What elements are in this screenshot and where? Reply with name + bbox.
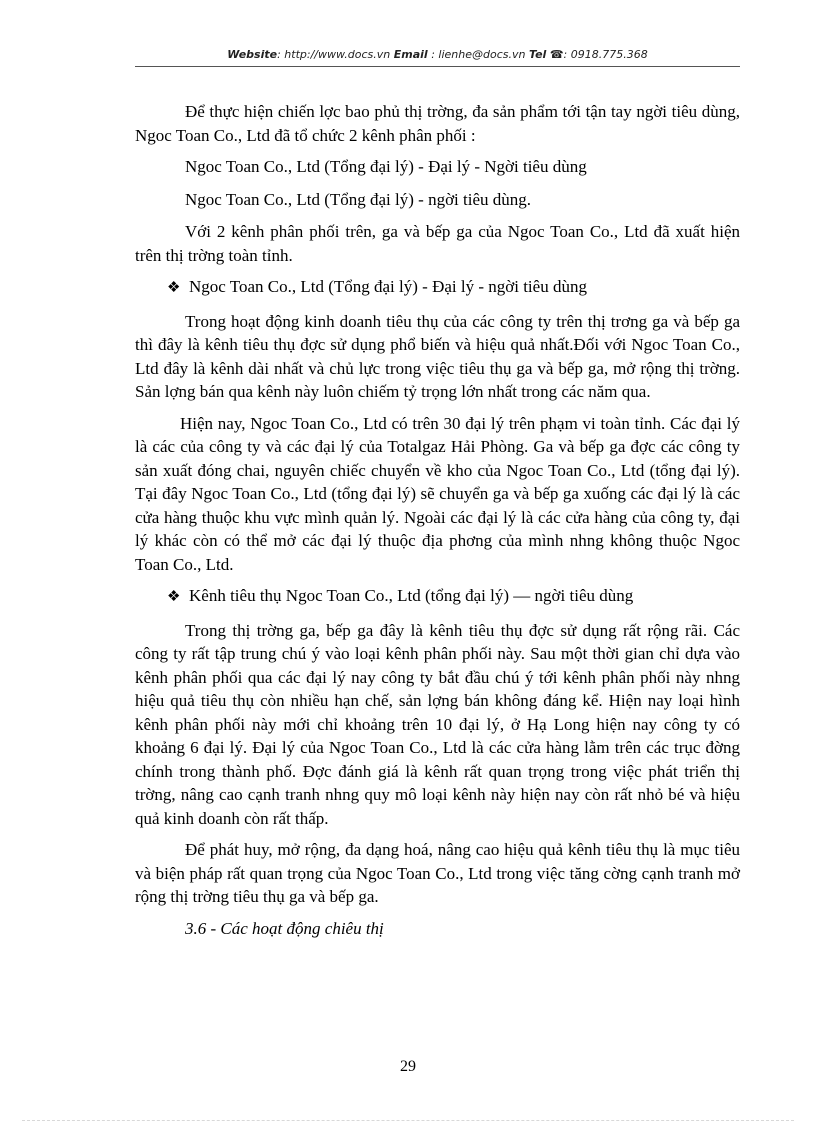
- paragraph-3: Trong hoạt động kinh doanh tiêu thụ của các công ty trên thị trơng ga và bếp ga thì đây là kênh tiêu thụ đợc sử dụng phổ biến và hiệu quả nhất.Đối với Ngoc Toan Co., Ltd đây là kênh dài nhất và chủ lực trong việc tiêu thụ ga và bếp ga, mở rộng thị trờng. Sản lợng bán qua kênh này luôn chiếm tỷ trọng lớn nhất trong các năm qua.: [135, 311, 740, 401]
- page-number: 29: [400, 1058, 416, 1075]
- paragraph-4: Hiện nay, Ngoc Toan Co., Ltd có trên 30 đại lý trên phạm vi toàn tỉnh. Các đại lý là các của công ty và các đại lý của Totalgaz Hải Phòng. Ga và bếp ga đợc các công ty sản xuất đóng chai, nguyên chiếc chuyển về kho của Ngoc Toan Co., Ltd (tổng đại lý). Tại đây Ngoc Toan Co., Ltd (tổng đại lý) sẽ chuyển ga và bếp ga xuống các đại lý là các cửa hàng thuộc khu vực mình quản lý. Ngoài các đại lý là các cửa hàng của công ty, đại lý khác còn có thể mở các đại lý thuộc địa phơng của mình nhng không thuộc Ngoc Toan Co., Ltd.: [135, 413, 740, 574]
- paragraph-6: Để phát huy, mở rộng, đa dạng hoá, nâng cao hiệu quả kênh tiêu thụ là mục tiêu và biện pháp rất quan trọng của Ngoc Toan Co., Ltd trong việc tăng cờng cạnh tranh mở rộng thị trờng tiêu thụ ga và bếp ga.: [135, 840, 740, 906]
- paragraph-5: Trong thị trờng ga, bếp ga đây là kênh tiêu thụ đợc sử dụng rất rộng rãi. Các công ty rất tập trung chú ý vào loại kênh phân phối này. Sau một thời gian chỉ dựa vào kênh phân phối qua các đại lý nay công ty bắt đầu chú ý tới kênh phân phối này nhng hiệu quả tiêu thụ còn nhiều hạn chế, sản lợng bán không đáng kể. Hiện nay loại hình kênh phân phối này mới chỉ khoảng trên 10 đại lý, ở Hạ Long hiện nay công ty có khoảng 6 đại lý. Đại lý của Ngoc Toan Co., Ltd là các cửa hàng lằm trên các trục đờng chính trong thành phố. Đợc đánh giá là kênh rất quan trọng trong việc phát triển thị trờng, nâng cao cạnh tranh nhng quy mô loại kênh này hiện nay còn rất nhỏ bé và hiệu quả kinh doanh còn rất thấp.: [135, 620, 740, 828]
- tel-label: Tel: [528, 48, 547, 61]
- paragraph-2: Với 2 kênh phân phối trên, ga và bếp ga của Ngoc Toan Co., Ltd đã xuất hiện trên thị trờng toàn tỉnh.: [135, 222, 740, 265]
- page-header: [135, 48, 740, 61]
- channel-line-2: Ngoc Toan Co., Ltd (Tổng đại lý) - ngời tiêu dùng.: [185, 189, 532, 209]
- footer-divider: [22, 1120, 794, 1121]
- bullet-text-1: Ngoc Toan Co., Ltd (Tổng đại lý) - Đại lý - ngời tiêu dùng: [189, 277, 587, 296]
- channel-line-1: Ngoc Toan Co., Ltd (Tổng đại lý) - Đại lý - Ngời tiêu dùng: [185, 157, 587, 176]
- website-value: : http://www.docs.vn: [277, 48, 391, 61]
- paragraph-1: Để thực hiện chiến lợc bao phủ thị trờng, đa sản phẩm tới tận tay ngời tiêu dùng, Ngoc Toan Co., Ltd đã tổ chức 2 kênh phân phối :: [135, 102, 740, 145]
- section-heading: 3.6 - Các hoạt động chiêu thị: [185, 918, 384, 938]
- diamond-bullet-icon: ❖: [167, 280, 181, 296]
- email-label: Email: [393, 48, 428, 61]
- phone-icon: ☎: [549, 48, 564, 61]
- tel-value: : 0918.775.368: [563, 48, 648, 61]
- diamond-bullet-icon: ❖: [167, 589, 181, 605]
- header-divider: [135, 66, 740, 67]
- bullet-text-2: Kênh tiêu thụ Ngoc Toan Co., Ltd (tổng đại lý) — ngời tiêu dùng: [189, 586, 634, 605]
- bullet-item-1: [135, 275, 740, 301]
- email-value: : lienhe@docs.vn: [431, 48, 526, 61]
- document-body: [135, 100, 740, 940]
- bullet-item-2: [135, 584, 740, 610]
- website-label: Website: [227, 48, 278, 61]
